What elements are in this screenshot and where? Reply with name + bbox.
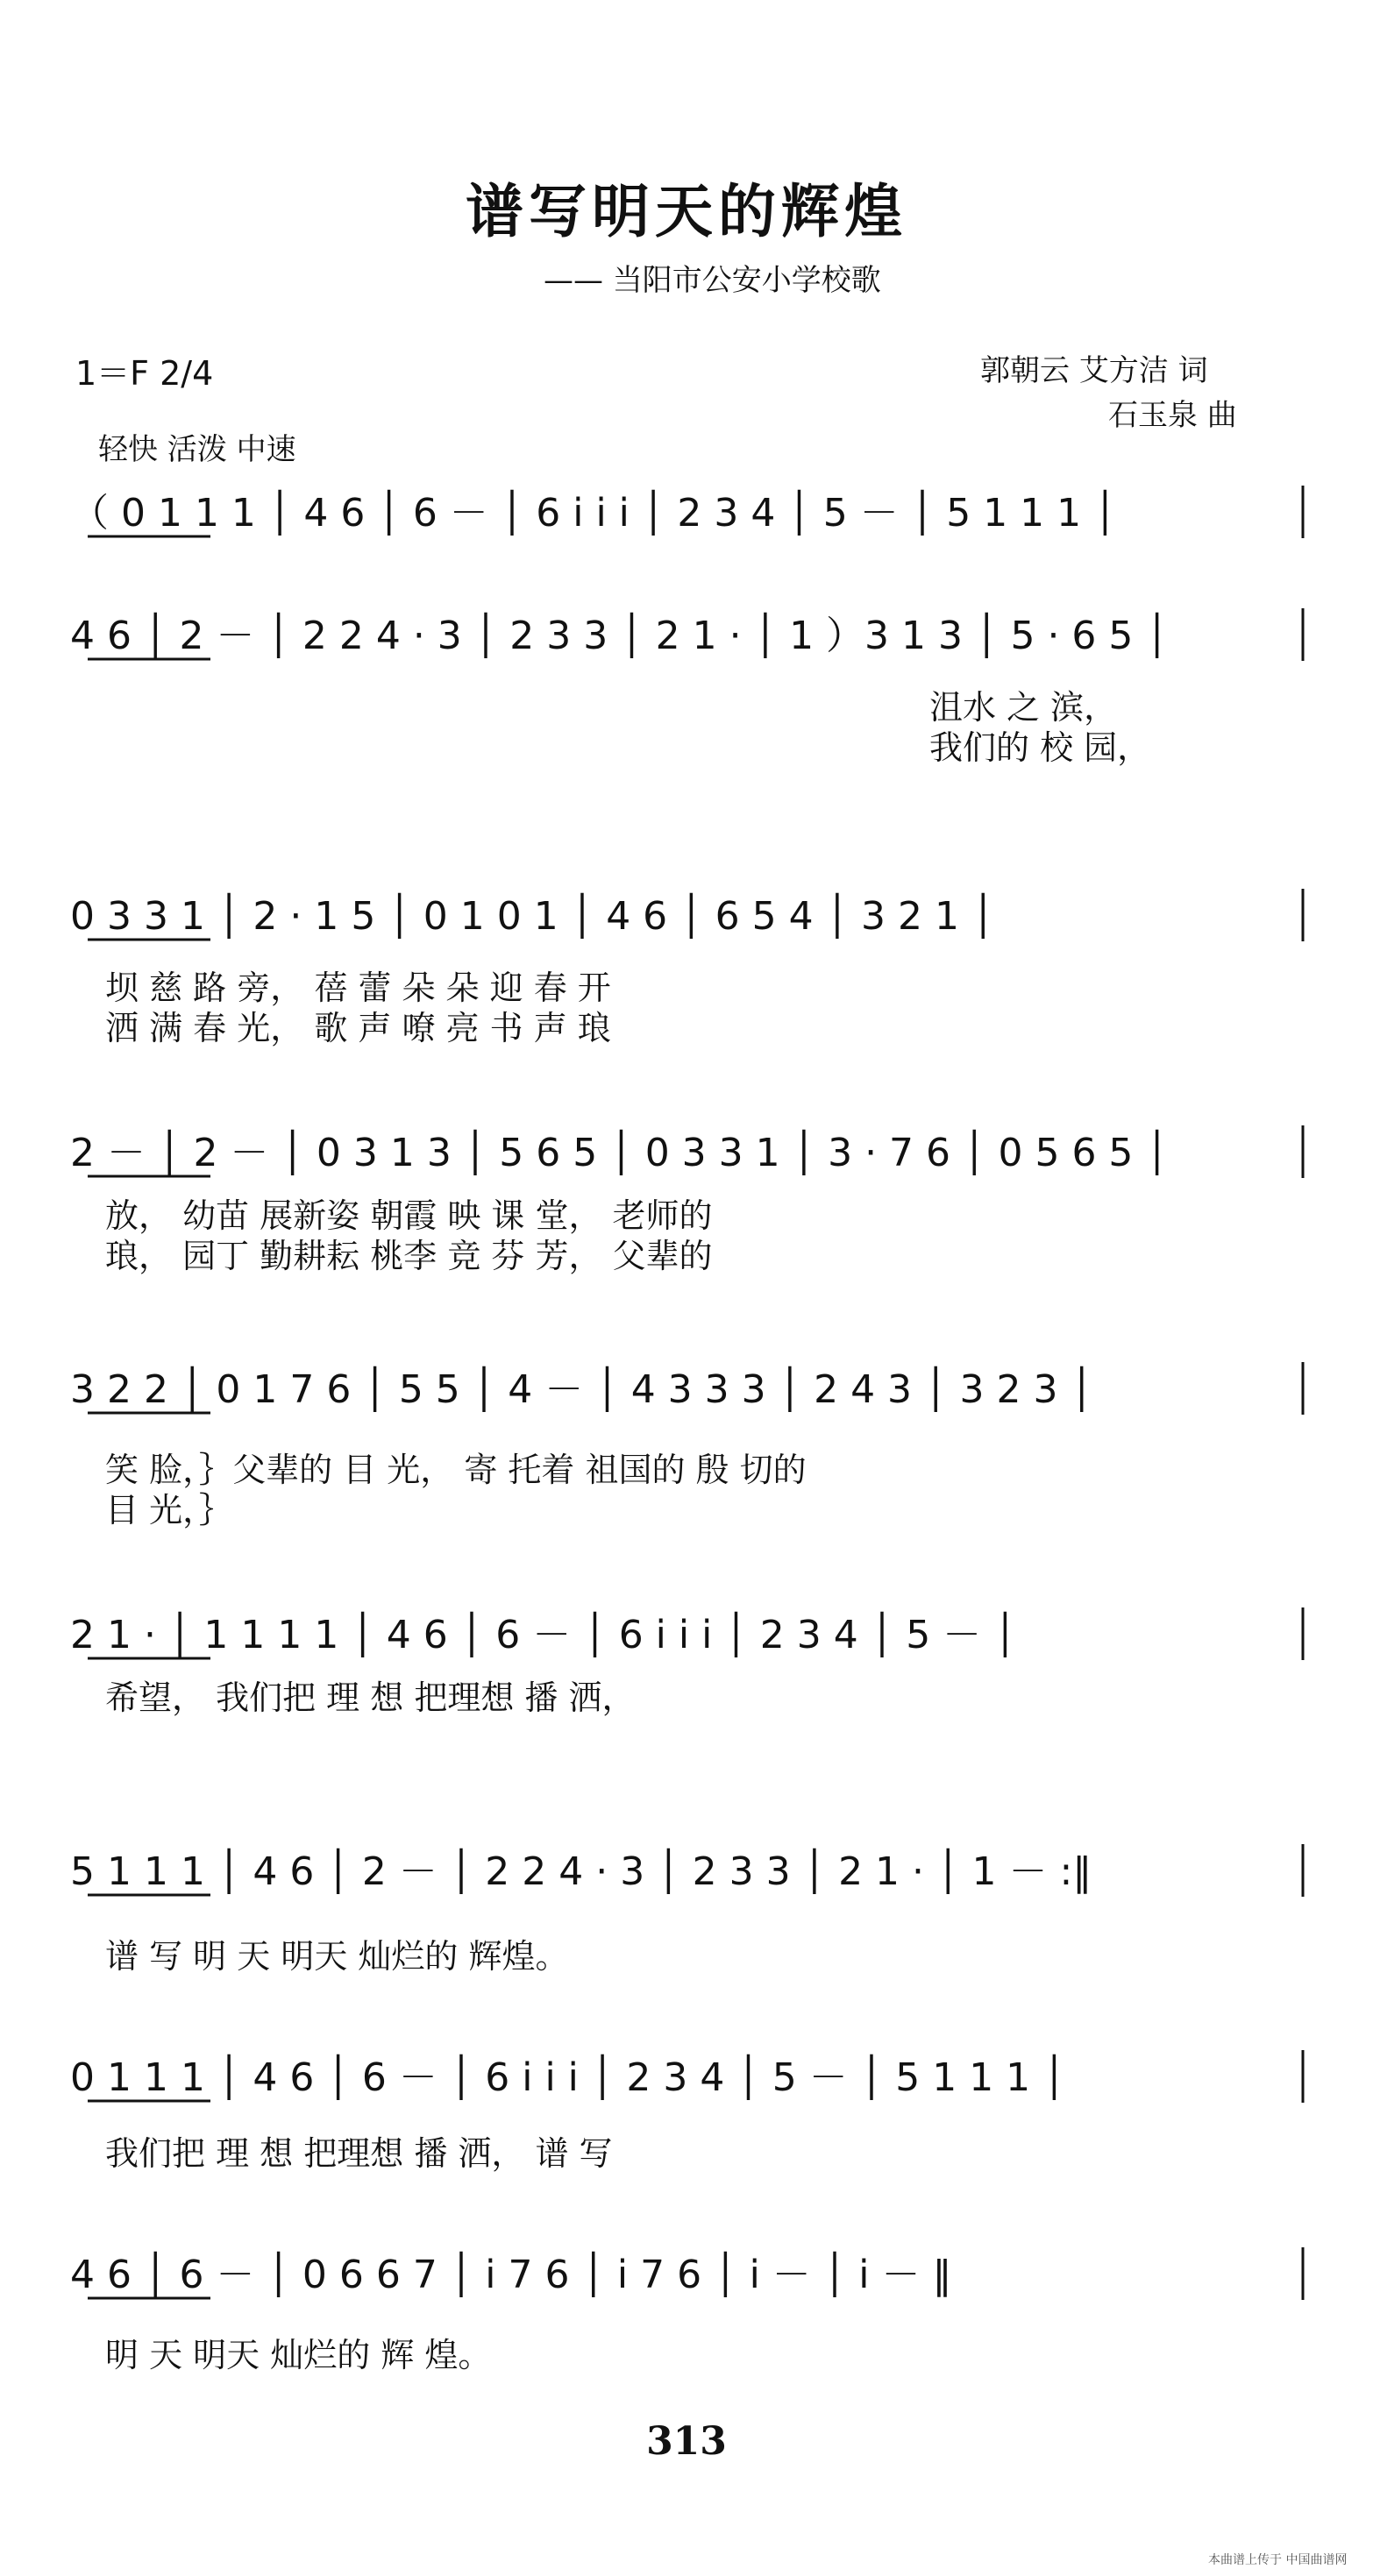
lyric-line: 明 天 明天 灿烂的 辉 煌。: [105, 2336, 492, 2374]
lyric-line: 放， 幼苗 展新姿 朝霞 映 课 堂， 老师的: [105, 1196, 713, 1235]
key-signature: 1＝F 2/4: [75, 354, 214, 393]
notation-line: （ 0 1 1 1 │ 4 6 │ 6 － │ 6 i̇ i̇ i̇ │ 2 3 4 │ 5 － │ 5 1 1 1 │: [70, 491, 1117, 536]
lyric-line: 我们的 校 园，: [929, 728, 1151, 767]
song-subtitle: —— 当阳市公安小学校歌: [544, 263, 881, 298]
composer-credit: 石玉泉 曲: [1108, 398, 1237, 433]
lyric-line: 洒 满 春 光， 歌 声 嘹 亮 书 声 琅: [105, 1009, 611, 1047]
lyric-line: 谱 写 明 天 明天 灿烂的 辉煌。: [105, 1937, 569, 1976]
lyric-line: 目 光，｝: [105, 1491, 233, 1529]
tempo-marking: 轻快 活泼 中速: [98, 432, 296, 467]
lyric-line: 沮水 之 滨，: [929, 688, 1118, 727]
notation-line: 4 6 │ 2 － │ 2 2 4 · 3 │ 2 3 3 │ 2 1 · │ 1 ）3 1 3 │ 5 · 6 5 │: [70, 614, 1169, 658]
song-title: 谱写明天的辉煌: [466, 177, 907, 245]
lyric-line: 我们把 理 想 把理想 播 洒， 谱 写: [105, 2134, 613, 2173]
page-number: 313: [646, 2419, 727, 2464]
lyric-line: 琅， 园丁 勤耕耘 桃李 竞 芬 芳， 父辈的: [105, 1237, 713, 1275]
lyric-line: 笑 脸，｝父辈的 目 光， 寄 托着 祖国的 殷 切的: [105, 1451, 807, 1489]
notation-line: 4 6 │ 6 － │ 0 6 6 7 │ i̇ 7 6 │ i̇ 7 6 │ i̇ － │ i̇ － ‖: [70, 2253, 952, 2297]
notation-line: 0 3 3 1 │ 2 · 1 5 │ 0 1 0 1 │ 4 6 │ 6 5 4 │ 3 2 1 │: [70, 894, 995, 939]
notation-line: 3 2 2 │ 0 1 7 6 │ 5 5 │ 4 － │ 4 3 3 3 │ 2 4 3 │ 3 2 3 │: [70, 1367, 1093, 1412]
lyric-line: 希望， 我们把 理 想 把理想 播 洒，: [105, 1678, 636, 1717]
notation-line: 0 1 1 1 │ 4 6 │ 6 － │ 6 i̇ i̇ i̇ │ 2 3 4 │ 5 － │ 5 1 1 1 │: [70, 2055, 1066, 2100]
notation-line: 5 1 1 1 │ 4 6 │ 2 － │ 2 2 4 · 3 │ 2 3 3 │ 2 1 · │ 1 － :‖: [70, 1849, 1092, 1894]
notation-line: 2 1 · │ 1 1 1 1 │ 4 6 │ 6 － │ 6 i̇ i̇ i̇ │ 2 3 4 │ 5 － │: [70, 1613, 1017, 1657]
lyric-line: 坝 慈 路 旁， 蓓 蕾 朵 朵 迎 春 开: [105, 969, 611, 1007]
footer-note: 本曲谱上传于 中国曲谱网: [1208, 2553, 1348, 2567]
notation-line: 2 － │ 2 － │ 0 3 1 3 │ 5 6 5 │ 0 3 3 1 │ 3 · 7 6 │ 0 5 6 5 │: [70, 1131, 1169, 1175]
lyricist-credit: 郭朝云 艾方洁 词: [980, 353, 1208, 388]
